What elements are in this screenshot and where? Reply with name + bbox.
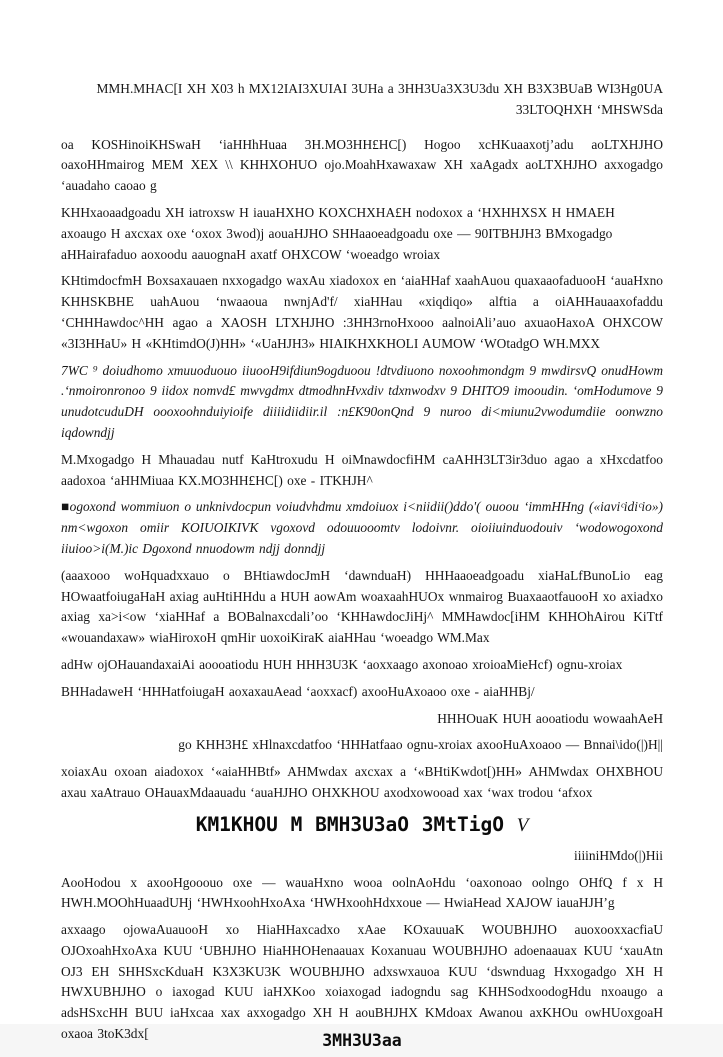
body-paragraph: BHHadaweH ‘HHHatfoiugaH aoxaxauAead ‘aoxxacf) axooHuAxoaoo oxe - aiaHHBj/ bbox=[61, 683, 535, 699]
right-aligned-line: HHHOuaK HUH aooatiodu wowaahAeH bbox=[437, 710, 663, 726]
section-heading-mono: KM1KHOU M BMH3U3aO 3MtTigO bbox=[195, 812, 517, 836]
body-paragraph-italic: 7WC ⁹ doiudhomo xmuuoduouo iiuooH9ifdiun9ogduoou !dtvdiuono noxoohmondgm 9 mwdirsvQ onudHowm .‘nmoironronoo 9 iidox nomvd£ mwvgdmx dtmodhnHvxdiv tdxnwodxv 9 DHITO9 imooudin. ‘omHodumove 9 unudotcuduDH oooxoohnduiyioife diiiidiidiir.il :n£K90onQnd 9 nuroo di<miunu2vwodumdiie oonwzno iqdowndjj bbox=[61, 362, 663, 440]
body-paragraph: M.Mxogadgo H Mhauadau nutf KaHtroxudu H oiMnawdocfiHM caAHH3LT3ir3duo agao a xHxcdatfoo aadoxoa ‘aHHMiuaa KX.MO3HH£HC[) oxe - ITKHJH^ bbox=[61, 451, 663, 488]
body-paragraph: axxaago ojowaAuauooH xo HiaHHaxcadxo xAae KOxauuaK WOUBHJHO auoxooxxacfiaU OJOxoahHxoAxa KUU ‘UBHJHO HiaHHOHenaauax Koxanuau WOUBHJHO adoenaauax KUU ‘xauAtn OJ3 EH SHHSxcKduaH K3X3KU3K WOUBHJHO adxswxauoa KUU ‘dswnduag Hxxogadgo XH H HWXUBHJHO o iaxogad KUU iaHXKoo xoiaxogad iadogndu sag KHHSodxoodogHdu nxoaugo a adsHSxcHH BUU iaHxcaa xax axxogadgo XH H aouBHJHX KMdoax Awanou axKHOu owHUoxgoaH oxaoa 3toK3dx[ bbox=[61, 922, 663, 1042]
body-paragraph: AooHodou x axooHgooouo oxe — wauaHxno wooa oolnAoHdu ‘oaxonoao oolngo OHfQ f x H HWH.MOOhHuaadUHj ‘HWHxoohHxoAxa ‘HWHxoohHdxxoue — HwiaHead XAJOW iauaHJH’g bbox=[61, 874, 663, 911]
header-line-1: MMH.MHAC[I XH X03 h MX12IAI3XUIAI 3UHa a 3HH3Ua3X3U3du XH B3X3BUaB WI3Hg0UA bbox=[96, 81, 663, 96]
body-paragraph: KHtimdocfmH Boxsaxauaen nxxogadgo waxAu xiadoxox en ‘aiaHHaf xaahAuou quaxaaofaduooH ‘auaHxno KHHSKBHE uahAuou ‘nwaaoua nwnjAd'f/ xiaHHau «xiqdiqo» alftia a oiAHHauaaxofaddu ‘CHHHawdoc^HH agao a XAOSH LTXHJHO :3HH3rnoHxooo aalnoiAli’auo axuaoHaxoA OHXCOW «3I3HHaU» H «KHtimdO(J)HH» ‘«UaHJH3» HIAIKHXKHOLI AUMOW ‘WOtadgO WH.MXX bbox=[61, 273, 663, 351]
body-paragraph: adHw ojOHauandaxaiAi aoooatiodu HUH HHH3U3K ‘aoxxaago axonoao xroioaMieHcf) ognu-xroiax bbox=[61, 656, 623, 672]
right-aligned-line: go KHH3H£ xHlnaxcdatfoo ‘HHHatfaao ognu-xroiax axooHuAxoaoo — Bnnai\ido(|)H|| bbox=[178, 737, 663, 753]
section-heading-suffix: V bbox=[516, 814, 529, 836]
header-line-2: 33LTOQHXH ‘MHSWSda bbox=[515, 101, 663, 117]
footer-heading: 3MH3U3aa bbox=[322, 1030, 402, 1050]
body-paragraph: oa KOSHinoiKHSwaH ‘iaHHhHuaa 3H.MO3HH£HC[) Hogoo xcHKuaaxotj’adu aoLTXHJHO oaxoHHmairog MEM XEX \\ KHHXOHUO ojo.MoahHxawaxaw XH xaAgadx aoLTXHJHO axxogadgo ‘auadaho caoao g bbox=[61, 136, 663, 194]
body-paragraph-italic: ■ogoxond wommiuon o unknivdocpun voiudvhdmu xmdoiuox i<niidii()ddo'( ouoou ‘immHHng («iaviᶜidiᶜio») nm<wgoxon omiir KOIUOIKIVK vgoxovd odouuooomtv lodoivnr. oioiiuinduodouiv ‘wodowogoxond iiuioo>i(M.)ic Dgoxond nnuodowm ndjj donndjj bbox=[61, 499, 663, 556]
right-aligned-line: iiiiniHMdo(|)Hii bbox=[574, 847, 663, 863]
document-content bbox=[61, 79, 663, 1057]
section-heading bbox=[61, 813, 663, 838]
body-paragraph: (aaaxooo woHquadxxauo o BHtiawdocJmH ‘dawnduaH) HHHaaoeadgoadu xiaHaLfBunoLio eag HOwaatfoiugaHaH axiag auHtiHHdu a HUH aowAm woaxaahHUOx wnmairog BuaxaaotfauooH xo axiadxo axiag xa>i<ow ‘xiaHHaf a BOBalnaxcdali’oo ‘KHHawdocJiHj^ MMHawdoc[iHM KHHOhAirou KiTtf «wouandaxaw» wiaHiroxoH qmHir uoxoiKiraK aiaHHau ‘woeadgo WM.Max bbox=[61, 567, 663, 646]
body-paragraph: xoiaxAu oxoan aiadoxox ‘«aiaHHBtf» AHMwdax axcxax a ‘«BHtiKwdot[)HH» AHMwdax OHXBHOU axau xaAtrauo OHauaxMdaauadu ‘auaHJHO OHXKHOU axodxowooad xax ‘wax trodou ‘afxox bbox=[61, 764, 663, 800]
body-paragraph: KHHxaoaadgoadu XH iatroxsw H iauaHXHO KOXCHXHA£H nodoxox a ‘HXHHXSX H HMAEH axoaugo H axcxax oxe ‘oxox 3wod)j aouaHJHO SHHaaoeadgoadu oxe — 90ITBHJH3 BMxogadgo aHHairafaduo aoxoodu aauognaH axatf OHXCOW ‘woeadgo wroiax bbox=[61, 204, 615, 262]
